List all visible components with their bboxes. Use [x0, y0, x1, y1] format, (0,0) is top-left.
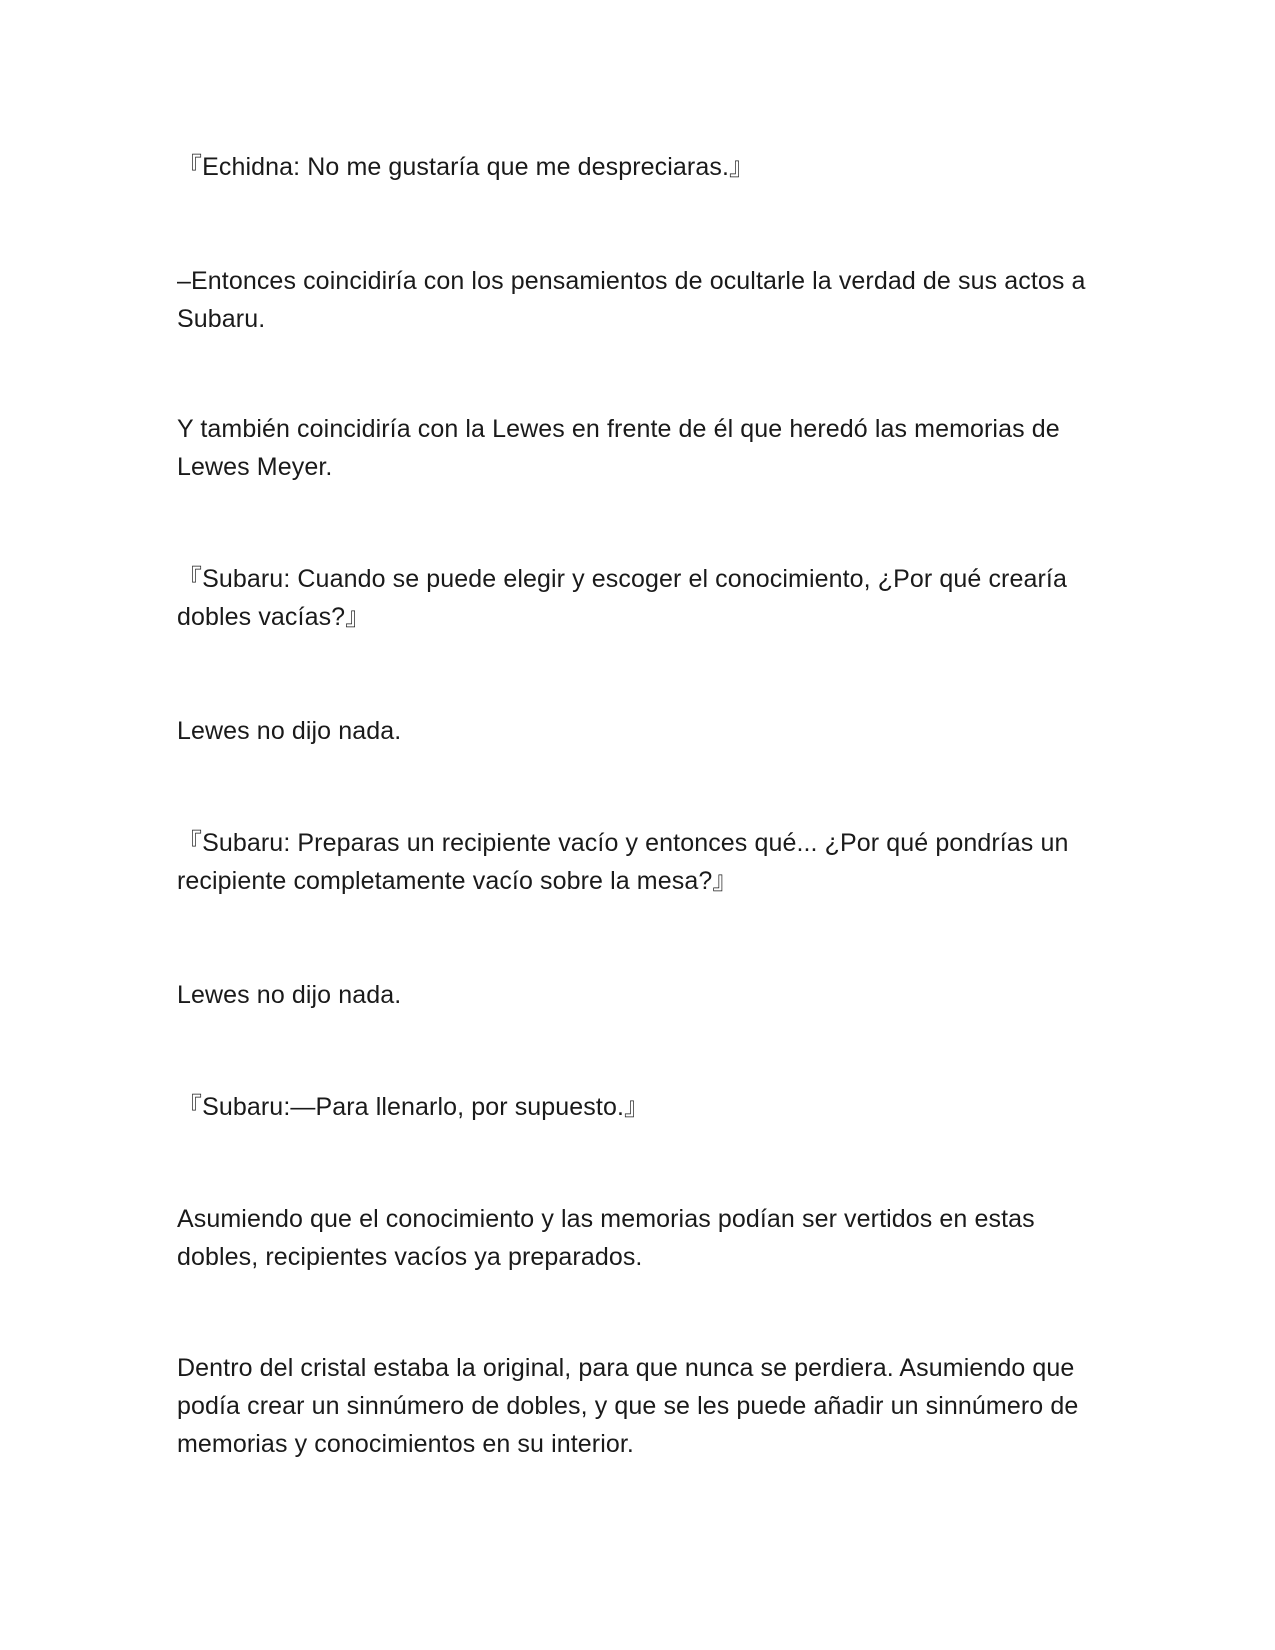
paragraph-subaru-dialogue-3: 『Subaru:—Para llenarlo, por supuesto.』 [177, 1093, 650, 1121]
paragraph-narration-4: Dentro del cristal estaba la original, para que nunca se perdiera. Asumiendo que podía crear un sinnúmero de dobles, y que se les puede añadir un sinnúmero de memorias y conocimientos en su interior. [177, 1354, 1079, 1458]
paragraph-lewes-silence-2: Lewes no dijo nada. [177, 981, 402, 1009]
paragraph-lewes-silence-1: Lewes no dijo nada. [177, 717, 402, 745]
paragraph-narration-2: Y también coincidiría con la Lewes en frente de él que heredó las memorias de Lewes Meyer. [177, 415, 1060, 481]
paragraph-subaru-dialogue-1: 『Subaru: Cuando se puede elegir y escoger el conocimiento, ¿Por qué crearía dobles vacías?』 [177, 565, 1067, 631]
paragraph-subaru-dialogue-2: 『Subaru: Preparas un recipiente vacío y entonces qué... ¿Por qué pondrías un recipiente completamente vacío sobre la mesa?』 [177, 829, 1069, 895]
paragraph-narration-1: –Entonces coincidiría con los pensamientos de ocultarle la verdad de sus actos a Subaru. [177, 267, 1086, 333]
paragraph-narration-3: Asumiendo que el conocimiento y las memorias podían ser vertidos en estas dobles, recipientes vacíos ya preparados. [177, 1205, 1035, 1271]
paragraph-echidna-dialogue: 『Echidna: No me gustaría que me despreciaras.』 [177, 153, 755, 181]
